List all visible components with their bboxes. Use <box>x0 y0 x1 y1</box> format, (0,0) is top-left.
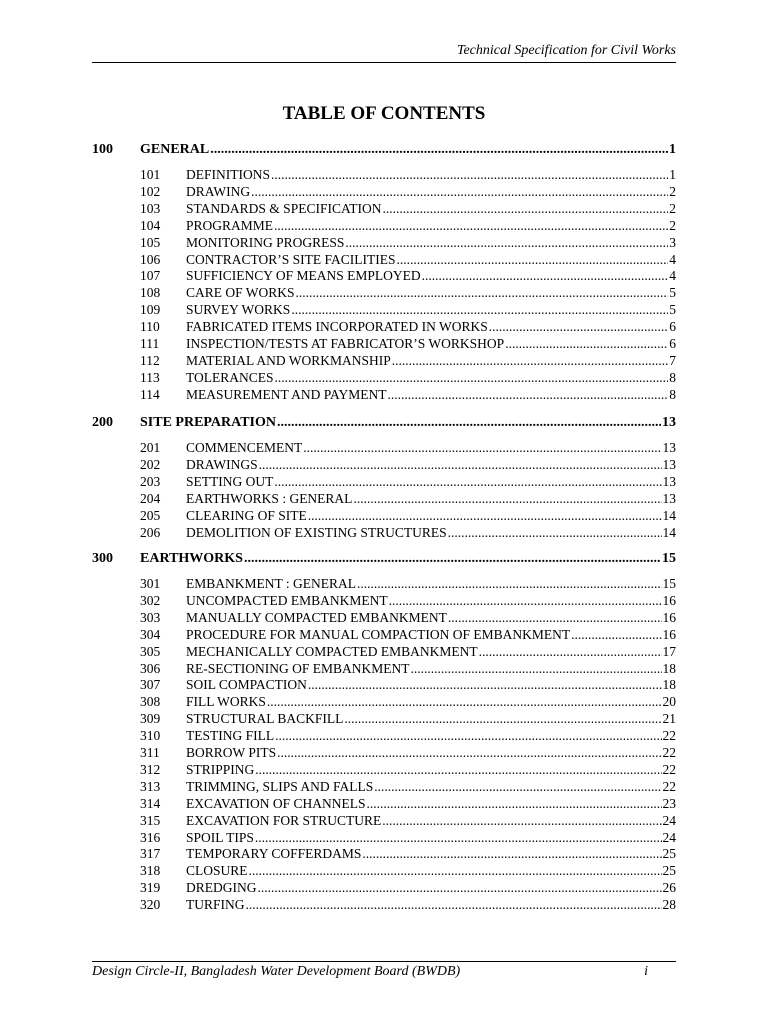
entry-number: 104 <box>140 217 161 233</box>
toc-entry[interactable] <box>92 524 676 541</box>
entry-page-number: 22 <box>662 728 676 744</box>
entry-page-number: 13 <box>662 456 676 472</box>
entry-line <box>186 845 676 862</box>
dot-leader <box>210 141 668 158</box>
dot-leader <box>505 335 668 352</box>
dot-leader <box>489 318 668 335</box>
entry-page-number: 14 <box>662 524 676 540</box>
dot-leader <box>255 829 662 846</box>
entry-number: 110 <box>140 319 160 335</box>
entry-line <box>186 761 676 778</box>
entry-number: 202 <box>140 456 161 472</box>
entry-title: TOLERANCES <box>186 369 274 385</box>
dot-leader <box>244 550 661 567</box>
entry-title: SPOIL TIPS <box>186 829 254 845</box>
entry-title: MONITORING PROGRESS <box>186 234 345 250</box>
entry-number: 112 <box>140 352 160 368</box>
entry-title: TEMPORARY COFFERDAMS <box>186 846 362 862</box>
running-header: Technical Specification for Civil Works <box>456 43 676 58</box>
entry-line <box>186 284 676 301</box>
entry-title: SETTING OUT <box>186 473 274 489</box>
dot-leader <box>258 879 662 896</box>
toc-section-heading[interactable] <box>92 414 676 431</box>
entry-page-number: 14 <box>662 507 676 523</box>
entry-line <box>186 439 676 456</box>
page-number: i <box>644 964 648 979</box>
toc-section-heading[interactable] <box>92 550 676 567</box>
entry-number: 306 <box>140 660 161 676</box>
section-entry <box>140 414 676 431</box>
entry-number: 203 <box>140 473 161 489</box>
entry-title: DEFINITIONS <box>186 167 270 182</box>
toc-entry[interactable] <box>92 473 676 490</box>
entry-page-number: 5 <box>669 285 676 301</box>
toc-entry[interactable] <box>92 234 676 251</box>
entry-line <box>186 251 676 268</box>
entry-page-number: 26 <box>662 880 676 896</box>
running-footer: Design Circle-II, Bangladesh Water Development Board (BWDB) <box>92 964 461 979</box>
entry-line <box>186 507 676 524</box>
entry-page-number: 18 <box>662 660 676 676</box>
entry-line <box>186 456 676 473</box>
toc-entry[interactable] <box>92 200 676 217</box>
entry-number: 312 <box>140 761 161 777</box>
section-page-number: 15 <box>662 551 676 566</box>
entry-number: 316 <box>140 829 161 845</box>
entry-line <box>186 369 676 386</box>
entry-number: 308 <box>140 694 161 710</box>
entry-number: 204 <box>140 490 161 506</box>
entry-number: 318 <box>140 863 161 879</box>
dot-leader <box>246 896 662 913</box>
entry-title: SURVEY WORKS <box>186 302 291 318</box>
toc-entry[interactable] <box>92 795 676 812</box>
entry-page-number: 13 <box>662 440 676 455</box>
entry-page-number: 2 <box>669 200 676 216</box>
entry-number: 101 <box>140 167 161 182</box>
entry-line <box>186 200 676 217</box>
entry-number: 305 <box>140 643 161 659</box>
entry-number: 107 <box>140 268 161 284</box>
entry-line <box>186 710 676 727</box>
entry-number: 206 <box>140 524 161 540</box>
entry-page-number: 25 <box>662 846 676 862</box>
entry-page-number: 20 <box>662 694 676 710</box>
toc-entry[interactable] <box>92 183 676 200</box>
entry-line <box>186 217 676 234</box>
entry-page-number: 28 <box>662 897 676 913</box>
entry-number: 301 <box>140 576 161 591</box>
footer-rule <box>92 961 676 962</box>
entry-line <box>186 575 676 592</box>
dot-leader <box>479 643 662 660</box>
entry-page-number: 2 <box>669 183 676 199</box>
entry-page-number: 8 <box>669 386 676 402</box>
entry-page-number: 6 <box>669 336 676 351</box>
entry-number: 105 <box>140 234 161 250</box>
entry-number: 309 <box>140 711 161 727</box>
dot-leader <box>571 626 661 643</box>
toc-entry[interactable] <box>92 626 676 643</box>
entry-number: 303 <box>140 609 161 625</box>
toc-entry[interactable] <box>92 386 676 403</box>
entry-title: TESTING FILL <box>186 728 275 744</box>
toc-entry[interactable] <box>92 778 676 795</box>
entry-number: 311 <box>140 745 160 760</box>
toc-entry[interactable] <box>92 812 676 829</box>
entry-title: DRAWINGS <box>186 456 258 472</box>
entry-number: 317 <box>140 846 161 862</box>
dot-leader <box>249 862 662 879</box>
entry-page-number: 1 <box>669 167 676 182</box>
entry-line <box>186 183 676 200</box>
entry-line <box>186 643 676 660</box>
toc-entry[interactable] <box>92 490 676 507</box>
entry-page-number: 21 <box>662 711 676 727</box>
toc-entry[interactable] <box>92 845 676 862</box>
entry-title: CLOSURE <box>186 863 248 879</box>
entry-page-number: 15 <box>662 576 676 591</box>
section-number: 300 <box>92 551 113 566</box>
entry-title: DREDGING <box>186 880 257 896</box>
dot-leader <box>255 761 661 778</box>
dot-leader <box>367 795 662 812</box>
dot-leader <box>382 812 661 829</box>
entry-line <box>186 490 676 507</box>
toc-entry[interactable] <box>92 166 676 183</box>
entry-title: TURFING <box>186 897 245 913</box>
dot-leader <box>259 456 662 473</box>
entry-number: 106 <box>140 251 161 267</box>
entry-line <box>186 234 676 251</box>
entry-line <box>186 778 676 795</box>
entry-page-number: 24 <box>662 812 676 828</box>
toc-section-heading[interactable] <box>92 141 676 158</box>
entry-page-number: 13 <box>662 473 676 489</box>
entry-title: EXCAVATION OF CHANNELS <box>186 795 366 811</box>
entry-page-number: 22 <box>662 761 676 777</box>
dot-leader <box>374 778 661 795</box>
dot-leader <box>275 369 669 386</box>
toc-entry[interactable] <box>92 439 676 456</box>
toc-entry[interactable] <box>92 744 676 761</box>
entry-title: STANDARDS & SPECIFICATION <box>186 200 382 216</box>
dot-leader <box>274 217 668 234</box>
entry-title: EXCAVATION FOR STRUCTURE <box>186 812 382 828</box>
entry-page-number: 6 <box>669 319 676 335</box>
entry-line <box>186 166 676 183</box>
section-title: GENERAL <box>140 142 210 157</box>
toc-entry[interactable] <box>92 879 676 896</box>
dot-leader <box>411 660 662 677</box>
dot-leader <box>382 200 668 217</box>
entry-number: 108 <box>140 285 161 301</box>
entry-line <box>186 473 676 490</box>
dot-leader <box>362 845 661 862</box>
entry-title: RE-SECTIONING OF EMBANKMENT <box>186 660 410 676</box>
entry-line <box>186 318 676 335</box>
entry-number: 314 <box>140 795 161 811</box>
entry-page-number: 7 <box>669 352 676 368</box>
entry-line <box>186 524 676 541</box>
dot-leader <box>277 414 661 431</box>
dot-leader <box>392 352 668 369</box>
toc-entry[interactable] <box>92 217 676 234</box>
toc-entry[interactable] <box>92 369 676 386</box>
header-rule <box>92 62 676 63</box>
entry-title: MATERIAL AND WORKMANSHIP <box>186 352 391 368</box>
entry-title: SOIL COMPACTION <box>186 677 307 693</box>
toc-entry[interactable] <box>92 676 676 693</box>
dot-leader <box>388 386 669 403</box>
dot-leader <box>353 490 661 507</box>
dot-leader <box>303 439 661 456</box>
entry-number: 319 <box>140 880 161 896</box>
entry-page-number: 4 <box>669 251 676 267</box>
section-entry <box>140 141 676 158</box>
toc-entry[interactable] <box>92 335 676 352</box>
entry-line <box>186 812 676 829</box>
toc-entry[interactable] <box>92 456 676 473</box>
entry-title: UNCOMPACTED EMBANKMENT <box>186 592 388 608</box>
entry-title: FABRICATED ITEMS INCORPORATED IN WORKS <box>186 319 488 335</box>
entry-page-number: 4 <box>669 268 676 284</box>
dot-leader <box>345 234 668 251</box>
dot-leader <box>357 575 662 592</box>
entry-number: 320 <box>140 897 161 913</box>
entry-page-number: 16 <box>662 626 676 642</box>
toc-entry[interactable] <box>92 301 676 318</box>
toc-entry[interactable] <box>92 829 676 846</box>
dot-leader <box>422 267 669 284</box>
toc-entry[interactable] <box>92 643 676 660</box>
entry-number: 205 <box>140 507 161 523</box>
entry-title: CARE OF WORKS <box>186 285 295 301</box>
entry-number: 313 <box>140 778 161 794</box>
dot-leader <box>275 727 661 744</box>
entry-line <box>186 879 676 896</box>
entry-line <box>186 352 676 369</box>
toc-entry[interactable] <box>92 727 676 744</box>
entry-title: FILL WORKS <box>186 694 266 710</box>
entry-title: BORROW PITS <box>186 745 277 760</box>
entry-title: CONTRACTOR’S SITE FACILITIES <box>186 251 396 267</box>
toc-entry[interactable] <box>92 862 676 879</box>
entry-page-number: 16 <box>662 592 676 608</box>
entry-title: DRAWING <box>186 183 251 199</box>
entry-number: 201 <box>140 440 161 455</box>
entry-line <box>186 626 676 643</box>
toc-entry[interactable] <box>92 660 676 677</box>
entry-page-number: 3 <box>669 234 676 250</box>
entry-number: 310 <box>140 728 161 744</box>
entry-number: 302 <box>140 592 161 608</box>
entry-line <box>186 744 676 761</box>
entry-title: STRUCTURAL BACKFILL <box>186 711 344 727</box>
entry-title: INSPECTION/TESTS AT FABRICATOR’S WORKSHOP <box>186 336 505 351</box>
toc-entry[interactable] <box>92 507 676 524</box>
entry-line <box>186 693 676 710</box>
section-number: 100 <box>92 142 113 157</box>
toc-entry[interactable] <box>92 693 676 710</box>
entry-number: 315 <box>140 812 161 828</box>
entry-number: 103 <box>140 200 161 216</box>
entry-number: 109 <box>140 302 161 318</box>
dot-leader <box>448 609 662 626</box>
entry-page-number: 18 <box>662 677 676 693</box>
entry-page-number: 25 <box>662 863 676 879</box>
entry-number: 114 <box>140 386 160 402</box>
dot-leader <box>251 183 668 200</box>
dot-leader <box>296 284 669 301</box>
toc-entry[interactable] <box>92 352 676 369</box>
entry-title: MEASUREMENT AND PAYMENT <box>186 386 387 402</box>
section-title: SITE PREPARATION <box>140 415 277 430</box>
entry-line <box>186 676 676 693</box>
entry-line <box>186 386 676 403</box>
entry-number: 111 <box>140 336 160 351</box>
entry-title: CLEARING OF SITE <box>186 507 307 523</box>
dot-leader <box>448 524 662 541</box>
entry-line <box>186 862 676 879</box>
entry-page-number: 2 <box>669 217 676 233</box>
toc-entry[interactable] <box>92 592 676 609</box>
entry-title: MANUALLY COMPACTED EMBANKMENT <box>186 609 447 625</box>
entry-line <box>186 829 676 846</box>
entry-page-number: 16 <box>662 609 676 625</box>
toc-entry[interactable] <box>92 267 676 284</box>
entry-line <box>186 727 676 744</box>
entry-title: MECHANICALLY COMPACTED EMBANKMENT <box>186 643 478 659</box>
dot-leader <box>277 744 661 761</box>
dot-leader <box>389 592 662 609</box>
section-title: EARTHWORKS <box>140 551 243 566</box>
entry-page-number: 5 <box>669 302 676 318</box>
entry-line <box>186 267 676 284</box>
page-title: TABLE OF CONTENTS <box>282 103 486 124</box>
entry-number: 304 <box>140 626 161 642</box>
dot-leader <box>291 301 668 318</box>
toc-entry[interactable] <box>92 896 676 913</box>
entry-line <box>186 896 676 913</box>
entry-line <box>186 592 676 609</box>
entry-page-number: 24 <box>662 829 676 845</box>
toc-entry[interactable] <box>92 318 676 335</box>
entry-title: PROCEDURE FOR MANUAL COMPACTION OF EMBANKMENT <box>186 626 571 642</box>
entry-page-number: 22 <box>662 745 676 760</box>
entry-line <box>186 301 676 318</box>
entry-line <box>186 609 676 626</box>
entry-title: TRIMMING, SLIPS AND FALLS <box>186 778 374 794</box>
entry-page-number: 13 <box>662 490 676 506</box>
entry-number: 102 <box>140 183 161 199</box>
entry-page-number: 22 <box>662 778 676 794</box>
entry-title: DEMOLITION OF EXISTING STRUCTURES <box>186 524 447 540</box>
toc-entry[interactable] <box>92 284 676 301</box>
entry-number: 113 <box>140 369 160 385</box>
section-page-number: 13 <box>662 415 676 430</box>
toc-entry[interactable] <box>92 761 676 778</box>
section-entry <box>140 550 676 567</box>
dot-leader <box>344 710 661 727</box>
toc-entry[interactable] <box>92 251 676 268</box>
entry-title: EMBANKMENT : GENERAL <box>186 576 356 591</box>
section-number: 200 <box>92 415 113 430</box>
toc-entry[interactable] <box>92 710 676 727</box>
dot-leader <box>308 507 662 524</box>
dot-leader <box>271 166 668 183</box>
entry-number: 307 <box>140 677 161 693</box>
toc-entry[interactable] <box>92 575 676 592</box>
dot-leader <box>267 693 662 710</box>
entry-title: SUFFICIENCY OF MEANS EMPLOYED <box>186 268 421 284</box>
entry-page-number: 17 <box>662 643 676 659</box>
entry-page-number: 23 <box>662 795 676 811</box>
entry-line <box>186 335 676 352</box>
entry-title: COMMENCEMENT <box>186 440 303 455</box>
entry-title: EARTHWORKS : GENERAL <box>186 490 353 506</box>
entry-title: PROGRAMME <box>186 217 274 233</box>
toc-entry[interactable] <box>92 609 676 626</box>
entry-page-number: 8 <box>669 369 676 385</box>
entry-title: STRIPPING <box>186 761 255 777</box>
dot-leader <box>397 251 669 268</box>
entry-line <box>186 660 676 677</box>
entry-line <box>186 795 676 812</box>
dot-leader <box>274 473 661 490</box>
section-page-number: 1 <box>669 142 676 157</box>
dot-leader <box>308 676 662 693</box>
